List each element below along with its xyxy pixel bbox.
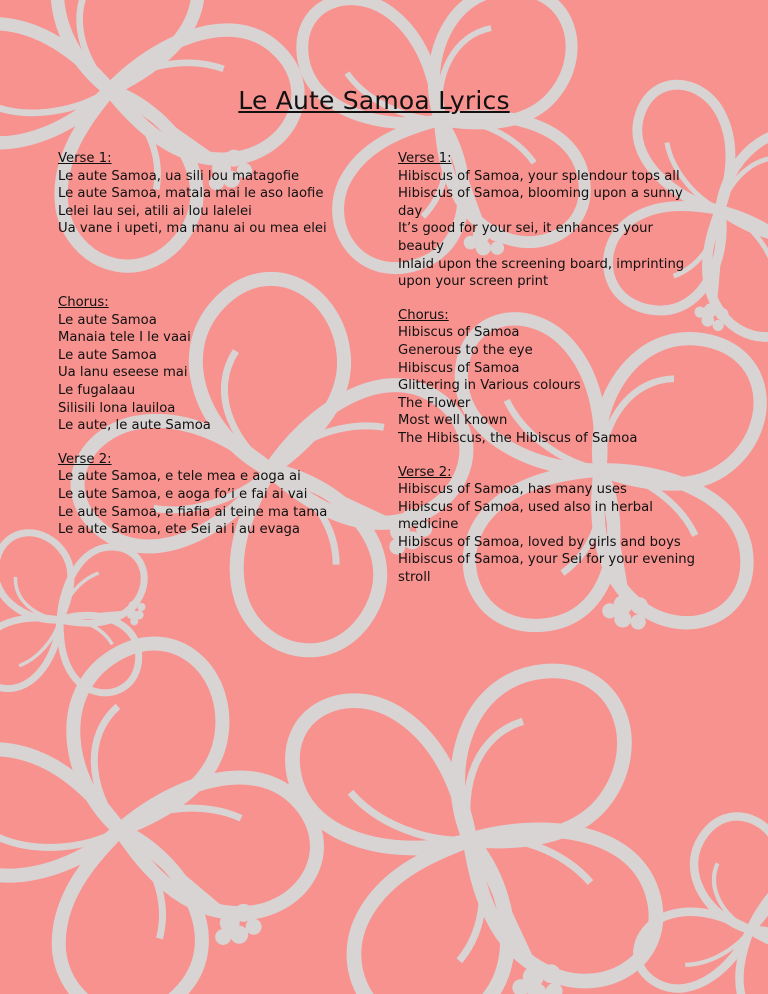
lyric-line: Le aute Samoa (58, 347, 157, 363)
lyric-line: Most well known (398, 413, 508, 429)
english-chorus (398, 307, 698, 448)
lyric-line: Le aute Samoa, ete Sei ai i au evaga (58, 522, 300, 538)
lyric-line: Hibiscus of Samoa (398, 325, 520, 341)
lyric-line: Le aute Samoa, e fiafia ai teine ma tama (58, 504, 328, 520)
lyric-line: Generous to the eye (398, 342, 533, 358)
english-verse-1-heading: Verse 1: (398, 151, 452, 166)
lyric-line: Hibiscus of Samoa, has many uses (398, 482, 627, 498)
lyric-line: The Hibiscus, the Hibiscus of Samoa (398, 430, 638, 446)
samoan-verse-1 (58, 150, 358, 238)
lyric-line: Ua lanu eseese mai (58, 365, 188, 381)
english-verse-2-heading: Verse 2: (398, 464, 452, 480)
samoan-verse-2-heading: Verse 2: (58, 451, 112, 467)
english-verse-1 (398, 150, 698, 291)
lyric-line: Le aute Samoa, matala mai le aso laofie (58, 186, 324, 202)
lyric-line: Le aute Samoa, e tele mea e aoga ai (58, 469, 301, 485)
lyric-line: Hibiscus of Samoa (398, 360, 520, 376)
lyric-line: Inlaid upon the screening board, imprinting upon your screen print (398, 256, 685, 290)
english-lyrics-column (398, 150, 698, 603)
english-verse-2 (398, 464, 698, 587)
page-title: Le Aute Samoa Lyrics (238, 86, 510, 115)
lyric-line: Hibiscus of Samoa, your splendour tops all (398, 168, 680, 184)
lyric-line: Le fugalaau (58, 382, 136, 398)
lyric-line: Hibiscus of Samoa, blooming upon a sunny day (398, 186, 683, 219)
lyric-line: Glittering in Various colours (398, 378, 581, 394)
samoan-chorus-heading: Chorus: (58, 294, 109, 310)
lyric-line: Le aute Samoa (58, 312, 157, 328)
lyric-line: Hibiscus of Samoa, loved by girls and boys (398, 534, 681, 550)
lyric-line: Lelei lau sei, atili ai lou lalelei (58, 203, 252, 219)
lyric-line: Manaia tele I le vaai (58, 330, 191, 346)
lyric-line: The Flower (398, 395, 471, 411)
samoan-verse-2 (58, 451, 358, 539)
lyric-line: It’s good for your sei, it enhances your beauty (398, 221, 653, 254)
lyric-line: Ua vane i upeti, ma manu ai ou mea elei (58, 221, 327, 237)
lyric-line: Hibiscus of Samoa, your Sei for your evening stroll (398, 552, 696, 586)
lyric-line: Le aute Samoa, e aoga fo’i e fai ai vai (58, 486, 308, 502)
lyric-line: Le aute Samoa, ua sili lou matagofie (58, 168, 300, 184)
english-chorus-heading: Chorus: (398, 307, 449, 323)
samoan-lyrics-column (58, 150, 358, 555)
samoan-verse-1-heading: Verse 1: (58, 151, 112, 166)
samoan-chorus (58, 294, 358, 435)
lyric-line: Silisili lona lauiloa (58, 400, 176, 416)
lyric-line: Le aute, le aute Samoa (58, 418, 211, 434)
lyric-line: Hibiscus of Samoa, used also in herbal medicine (398, 499, 653, 533)
